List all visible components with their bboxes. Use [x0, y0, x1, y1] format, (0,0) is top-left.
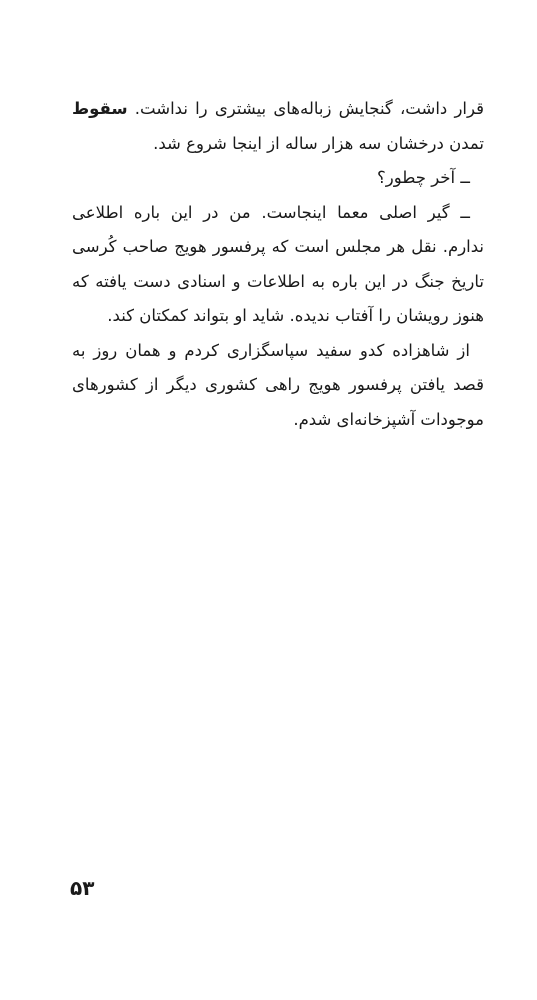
text-line: تاریخ جنگ در این باره به اطلاعات و اسنادی دست یافته که	[72, 271, 484, 291]
text-line: قرار داشت، گنجایش زباله‌های بیشتری را نداشت. سقوط	[72, 99, 484, 118]
text-line: ندارم. نقل هر مجلس است که پرفسور هویج صاحب کُرسی	[72, 237, 484, 256]
page-number: ۵۳	[70, 876, 95, 900]
text-line: هنوز رویشان را آفتاب ندیده. شاید او بتواند کمکتان کند.	[107, 306, 484, 325]
text-line: تمدن درخشان سه هزار ساله از اینجا شروع شد.	[153, 133, 484, 153]
dialogue-line: ــ آخر چطور؟	[376, 168, 470, 187]
text-line: موجودات آشپزخانه‌ای شدم.	[293, 409, 484, 429]
text-line: از شاهزاده کدو سفید سپاسگزاری کردم و همان روز به	[72, 340, 470, 360]
dialogue-line: ــ گیر اصلی معما اینجاست. من در این باره اطلاعی	[72, 202, 470, 222]
text-line: قصد یافتن پرفسور هویج راهی کشوری دیگر از کشورهای	[72, 375, 484, 394]
bold-word: سقوط	[72, 99, 128, 118]
body-text	[72, 92, 484, 437]
